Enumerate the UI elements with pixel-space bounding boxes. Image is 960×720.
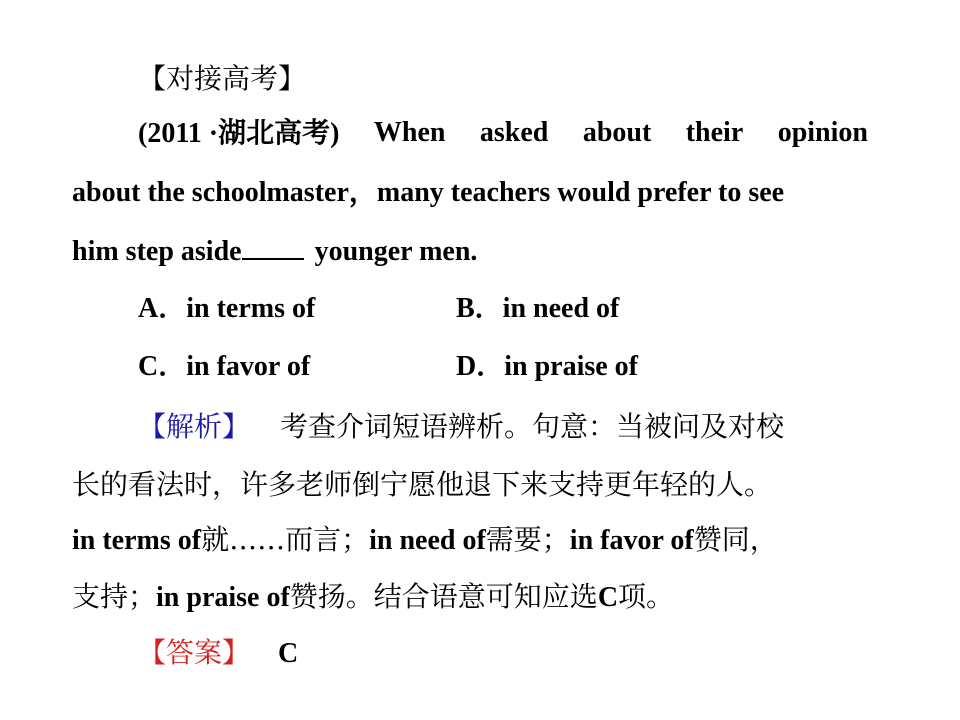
analysis-segment: in praise of [156,582,290,613]
answer-value: C [278,638,299,669]
analysis-segment: C [597,582,619,613]
answer-label: 【答案】 [138,636,251,669]
analysis-text: 考查介词短语辨析。句意：当被问及对校 [280,410,785,443]
question-word: When [373,117,446,148]
analysis-segment: in terms of [72,525,202,556]
analysis-segment: 需要； [485,523,570,556]
answer-blank [242,234,304,260]
analysis-label: 【解析】 [138,410,251,443]
question-source: (2011 ·湖北高考) [138,118,340,149]
question-line-2: about the schoolmaster，many teachers would prefer to see [72,177,785,208]
question-word: opinion [777,117,868,148]
option-c: C．in favor of [138,351,311,382]
section-heading: 【对接高考】 [138,62,307,95]
analysis-segment: 就……而言； [201,523,370,556]
analysis-segment: 赞同， [693,523,778,556]
analysis-segment: 支持； [72,580,157,613]
analysis-line-1 [138,410,784,444]
question-word: asked [479,117,549,148]
analysis-segment: in need of [369,525,486,556]
question-word: about [582,117,652,148]
analysis-segment: 赞扬。结合语意可知应选 [289,580,598,613]
answer-line [138,636,298,671]
analysis-segment: in favor of [569,525,694,556]
option-a: A．in terms of [138,293,316,324]
analysis-line-2: 长的看法时，许多老师倒宁愿他退下来支持更年轻的人。 [72,468,773,501]
question-line-1 [138,116,868,151]
analysis-line-4 [72,580,674,615]
option-d: D．in praise of [456,351,639,382]
analysis-segment: 项。 [618,580,675,613]
question-line-3 [72,234,477,269]
question-text-after-blank: younger men. [307,236,478,267]
question-word: their [685,117,744,148]
analysis-line-3 [72,523,778,558]
question-text-before-blank: him step aside [72,236,242,267]
option-b: B．in need of [456,293,620,324]
